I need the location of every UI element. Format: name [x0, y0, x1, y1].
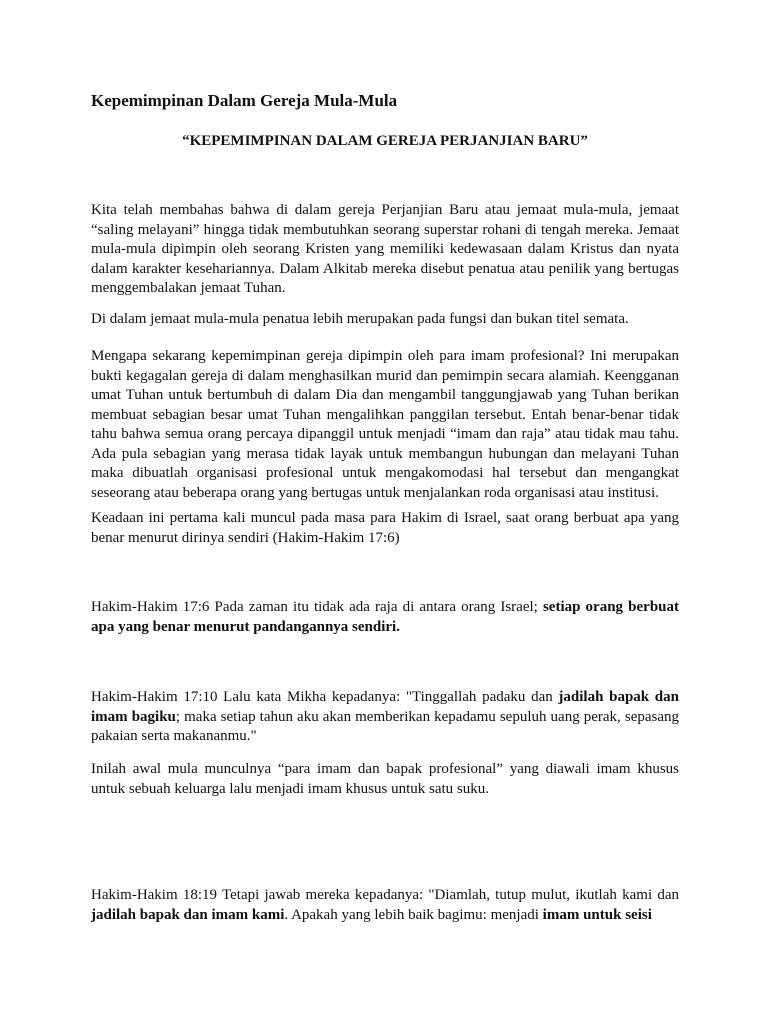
verse-continuation: . Apakah yang lebih baik bagimu: menjadi	[284, 906, 543, 923]
paragraph-awal-mula	[91, 760, 679, 799]
verse-hakim-17-6	[91, 598, 679, 637]
verse-hakim-17-10	[91, 688, 679, 747]
paragraph-penatua	[91, 310, 679, 330]
verse-reference-text: Hakim-Hakim 17:10 Lalu kata Mikha kepadanya: "Tinggallah padaku dan	[91, 689, 559, 705]
document-subtitle: “KEPEMIMPINAN DALAM GEREJA PERJANJIAN BARU”	[182, 133, 588, 149]
verse-reference-text: Hakim-Hakim 17:6 Pada zaman itu tidak ada raja di antara orang Israel;	[91, 599, 543, 615]
paragraph-text: Di dalam jemaat mula-mula penatua lebih merupakan pada fungsi dan bukan titel semata.	[91, 311, 629, 327]
document-title: Kepemimpinan Dalam Gereja Mula-Mula	[91, 91, 398, 110]
verse-emphasis: jadilah bapak dan imam kami	[91, 906, 285, 923]
verse-reference-text: Hakim-Hakim 18:19 Tetapi jawab mereka kepadanya: "Diamlah, tutup mulut, ikutlah kami dan	[91, 887, 679, 903]
paragraph-text: Mengapa sekarang kepemimpinan gereja dipimpin oleh para imam profesional? Ini merupakan bukti kegagalan gereja di dalam menghasilkan murid dan pemimpin secara alamiah. Keengganan umat Tuhan untuk bertumbuh di dalam Dia dan mengambil tanggungjawab yang Tuhan berikan membuat sebagian besar umat Tuhan mengalihkan panggilan tersebut. Entah benar-benar tidak tahu bahwa semua orang percaya dipanggil untuk menjadi “imam dan raja” atau tidak mau tahu. Ada pula sebagian yang merasa tidak layak untuk membangun hubungan dan melayani Tuhan maka dibuatlah organisasi profesional untuk mengakomodasi hal tersebut dan mengangkat seseorang atau beberapa orang yang bertugas untuk menjalankan roda organisasi atau institusi.	[91, 348, 679, 501]
verse-text	[91, 598, 679, 637]
verse-text	[91, 688, 679, 747]
paragraph-intro	[91, 201, 679, 299]
paragraph-keadaan	[91, 509, 679, 548]
paragraph-text: Inilah awal mula munculnya “para imam dan bapak profesional” yang diawali imam khusus untuk sebuah keluarga lalu menjadi imam khusus untuk satu suku.	[91, 761, 679, 797]
verse-text	[91, 886, 679, 925]
verse-continuation: ; maka setiap tahun aku akan memberikan kepadamu sepuluh uang perak, sepasang pakaian serta makananmu."	[91, 708, 679, 744]
paragraph-text: Keadaan ini pertama kali muncul pada masa para Hakim di Israel, saat orang berbuat apa yang benar menurut dirinya sendiri (Hakim-Hakim 17:6)	[91, 510, 679, 546]
verse-emphasis-2: imam untuk seisi	[542, 906, 652, 923]
verse-emphasis: jadilah bapak dan imam bagiku	[91, 689, 679, 725]
paragraph-text: Kita telah membahas bahwa di dalam gereja Perjanjian Baru atau jemaat mula-mula, jemaat “saling melayani” hingga tidak membutuhkan seorang superstar rohani di tengah mereka. Jemaat mula-mula dipimpin oleh seorang Kristen yang memiliki kedewasaan dalam Kristus dan nyata dalam karakter kesehariannya. Dalam Alkitab mereka disebut penatua atau penilik yang bertugas menggembalakan jemaat Tuhan.	[91, 202, 679, 296]
verse-emphasis: setiap orang berbuat apa yang benar menurut pandangannya sendiri.	[91, 599, 680, 635]
verse-hakim-18-19	[91, 886, 679, 925]
paragraph-imam-profesional	[91, 347, 679, 503]
